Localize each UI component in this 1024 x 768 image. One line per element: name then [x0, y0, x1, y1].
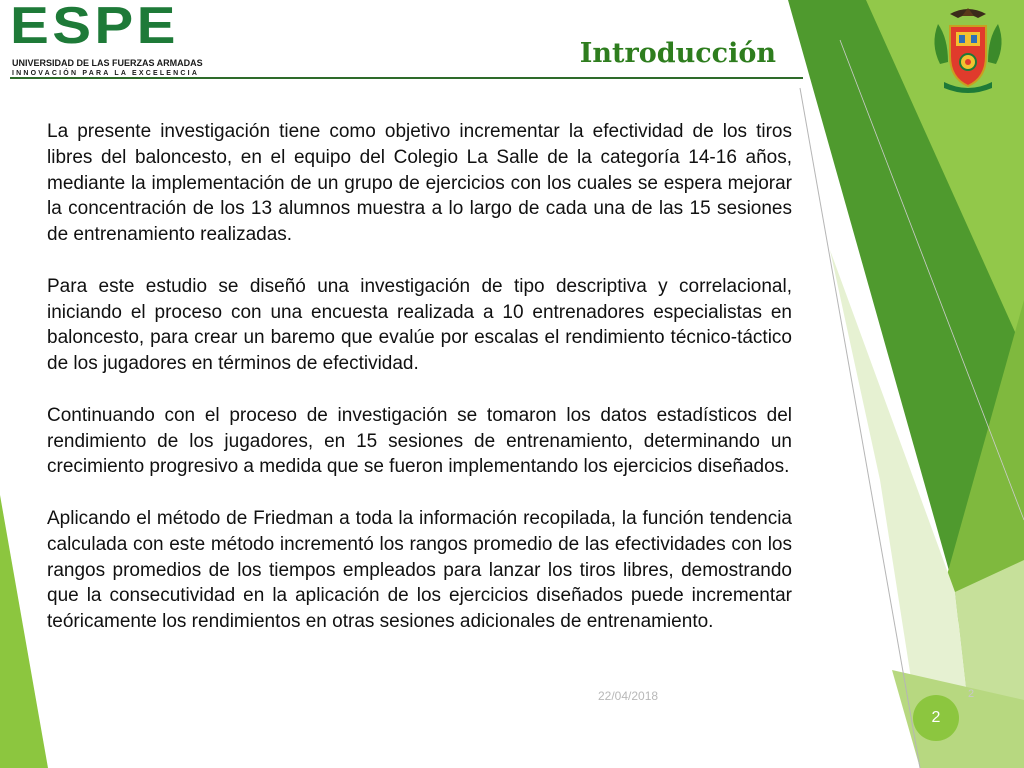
- slide-date: 22/04/2018: [598, 689, 659, 703]
- paragraph-friedman-results: Aplicando el método de Friedman a toda la información recopilada, la función tendencia calculada con este método incrementó los rangos promedio de las efectividades con los rangos promedios de los tiempos empleados para lanzar los tiros libres, demostrando que la consecutividad en la aplicación de los ejercicios diseñados puede incrementar teóricamente los rendimientos en otras sesiones adicionales de entrenamiento.: [47, 507, 792, 633]
- logo-university-name: UNIVERSIDAD DE LAS FUERZAS ARMADAS: [12, 58, 203, 68]
- logo-wordmark: ESPE: [10, 0, 179, 55]
- slide-body: [47, 119, 792, 635]
- page-number-badge: 2: [913, 695, 959, 741]
- logo-divider: [10, 77, 206, 79]
- logo-tagline: INNOVACIÓN PARA LA EXCELENCIA: [12, 70, 200, 77]
- title-divider: [206, 77, 803, 79]
- slide-title: Introducción: [579, 38, 776, 69]
- university-coat-of-arms-icon: [918, 4, 1018, 96]
- paragraph-data-collection: Continuando con el proceso de investigación se tomaron los datos estadísticos del rendimiento de los jugadores, en 15 sesiones de entrenamiento, determinando un crecimiento progresivo a medida que se fueron implementando los ejercicios diseñados.: [47, 404, 792, 478]
- espe-logo: [10, 0, 206, 78]
- paragraph-study-design: Para este estudio se diseñó una investigación de tipo descriptiva y correlacional, iniciando el proceso con una encuesta realizada a 10 entrenadores especialistas en baloncesto, para crear un baremo que evalúe por escalas el rendimiento técnico-táctico de los jugadores en términos de efectividad.: [47, 275, 792, 375]
- slide-number-small: 2: [968, 688, 975, 700]
- paragraph-objective: La presente investigación tiene como objetivo incrementar la efectividad de los tiros libres del baloncesto, en el equipo del Colegio La Salle de la categoría 14-16 años, mediante la implementación de un grupo de ejercicios con los cuales se espera mejorar la concentración de los 13 alumnos muestra a lo largo de cada una de las 15 sesiones de entrenamiento realizadas.: [47, 121, 792, 246]
- facet-left-bottom: [0, 495, 48, 768]
